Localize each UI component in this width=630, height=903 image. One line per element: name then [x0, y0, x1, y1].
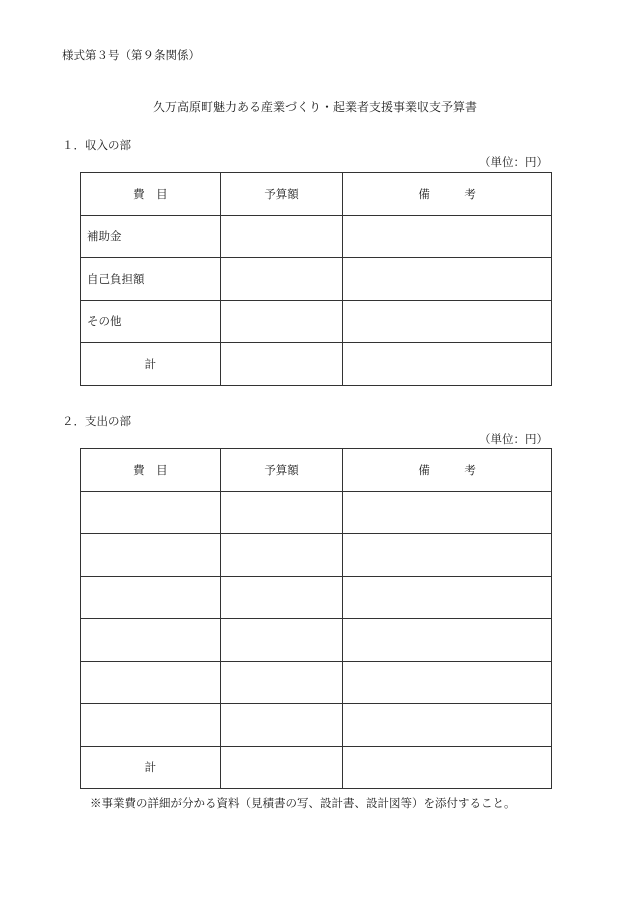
- remarks-cell[interactable]: [343, 746, 552, 789]
- expense-total-row: [81, 746, 552, 789]
- form-number: 様式第３号（第９条関係）: [62, 48, 200, 62]
- budget-amount-cell[interactable]: [220, 491, 343, 534]
- expense-item-cell[interactable]: [81, 576, 221, 619]
- attachment-note: ※事業費の詳細が分かる資料（見積書の写、設計書、設計図等）を添付すること。: [90, 796, 516, 810]
- remarks-cell[interactable]: [343, 576, 552, 619]
- remarks-cell[interactable]: [343, 661, 552, 704]
- expense-item-cell[interactable]: [81, 491, 221, 534]
- remarks-cell[interactable]: [343, 619, 552, 662]
- document-title: 久万高原町魅力ある産業づくり・起業者支援事業収支予算書: [152, 100, 477, 114]
- header-expense-item: 費 目: [81, 449, 221, 492]
- income-item-subsidy: 補助金: [81, 215, 221, 258]
- expense-item-cell[interactable]: [81, 534, 221, 577]
- income-section-heading: １．収入の部: [62, 138, 131, 152]
- budget-amount-cell[interactable]: [220, 343, 343, 386]
- budget-amount-cell[interactable]: [220, 619, 343, 662]
- remarks-cell[interactable]: [343, 300, 552, 343]
- income-item-self-funding: 自己負担額: [81, 258, 221, 301]
- table-row: [81, 704, 552, 747]
- income-total-row: [81, 343, 552, 386]
- remarks-cell[interactable]: [343, 491, 552, 534]
- table-row: [81, 534, 552, 577]
- table-row: [81, 215, 552, 258]
- remarks-cell[interactable]: [343, 534, 552, 577]
- remarks-cell[interactable]: [343, 704, 552, 747]
- budget-amount-cell[interactable]: [220, 576, 343, 619]
- table-row: [81, 661, 552, 704]
- expense-total-label: 計: [81, 746, 221, 789]
- table-row: [81, 491, 552, 534]
- income-header-row: [81, 173, 552, 216]
- table-row: [81, 619, 552, 662]
- header-expense-item: 費 目: [81, 173, 221, 216]
- header-remarks: 備 考: [343, 173, 552, 216]
- header-budget-amount: 予算額: [220, 449, 343, 492]
- budget-amount-cell[interactable]: [220, 258, 343, 301]
- remarks-cell[interactable]: [343, 343, 552, 386]
- budget-amount-cell[interactable]: [220, 746, 343, 789]
- income-table: [80, 172, 552, 386]
- income-total-label: 計: [81, 343, 221, 386]
- remarks-cell[interactable]: [343, 258, 552, 301]
- expense-table: [80, 448, 552, 789]
- expense-item-cell[interactable]: [81, 619, 221, 662]
- expense-section-heading: ２．支出の部: [62, 414, 131, 428]
- expense-item-cell[interactable]: [81, 661, 221, 704]
- remarks-cell[interactable]: [343, 215, 552, 258]
- table-row: [81, 300, 552, 343]
- expense-header-row: [81, 449, 552, 492]
- expense-unit-label: （単位：円）: [479, 432, 548, 446]
- budget-amount-cell[interactable]: [220, 215, 343, 258]
- budget-amount-cell[interactable]: [220, 534, 343, 577]
- budget-amount-cell[interactable]: [220, 300, 343, 343]
- income-item-other: その他: [81, 300, 221, 343]
- table-row: [81, 258, 552, 301]
- table-row: [81, 576, 552, 619]
- expense-item-cell[interactable]: [81, 704, 221, 747]
- income-unit-label: （単位：円）: [479, 155, 548, 169]
- header-remarks: 備 考: [343, 449, 552, 492]
- budget-amount-cell[interactable]: [220, 661, 343, 704]
- header-budget-amount: 予算額: [220, 173, 343, 216]
- budget-amount-cell[interactable]: [220, 704, 343, 747]
